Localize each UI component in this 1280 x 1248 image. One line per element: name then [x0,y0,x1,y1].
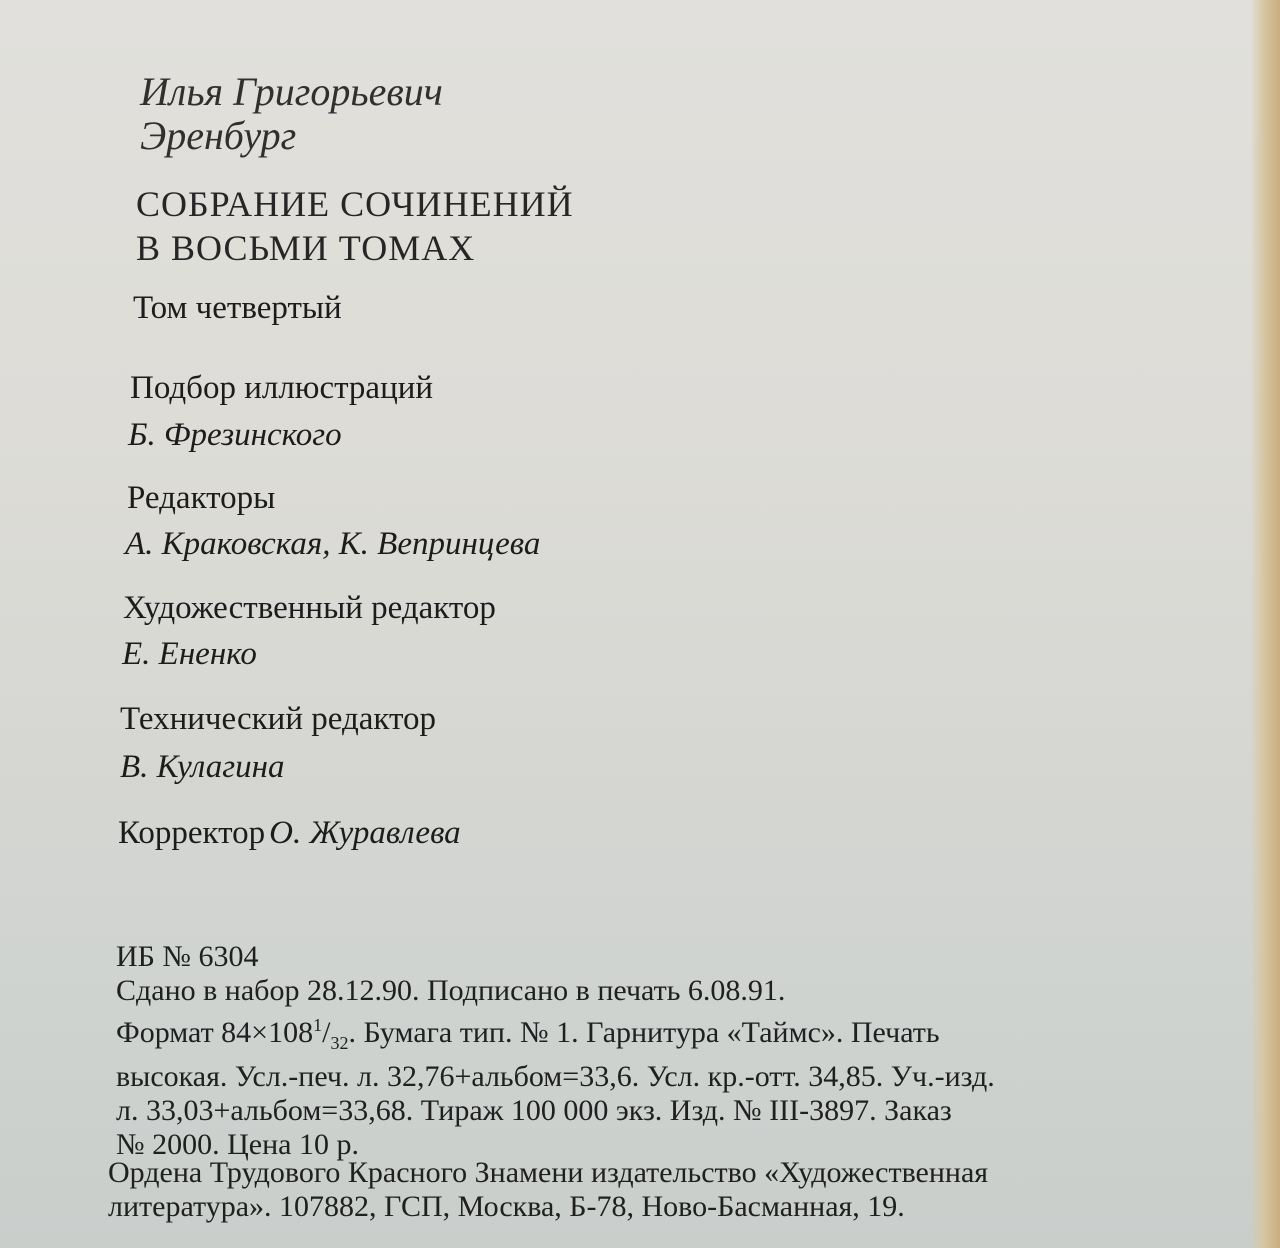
publisher-line2: литература». 107882, ГСП, Москва, Б-78, Ново-Басманная, 19. [108,1190,905,1223]
imprint-format: Формат $84\times 108^1/_{32}$. Бумага тип. № 1. Гарнитура «Таймс». Печать [116,1015,940,1053]
credit-names-art-editor: Е. Ененко [122,636,257,672]
credit-names-tech-editor: В. Кулагина [120,749,285,785]
credit-role-tech-editor: Технический редактор [120,701,436,737]
author-first-names: Илья Григорьевич [140,69,443,114]
format-suffix: . Бумага тип. № 1. Гарнитура «Таймс». Печать [348,1016,940,1049]
publisher-line1: Ордена Трудового Красного Знамени издательство «Художественная [108,1156,989,1189]
corrector-name: О. Журавлева [269,815,461,851]
publisher-info [108,1156,988,1224]
collection-title [136,182,574,270]
author-name [140,70,443,158]
page-edge-shadow [1250,0,1280,1248]
imprint-details [116,940,995,1162]
credit-role-illustrations: Подбор иллюстраций [130,370,434,406]
imprint-dates: Сдано в набор 28.12.90. Подписано в печать 6.08.91. [116,974,786,1007]
corrector-line [118,815,461,852]
collection-title-line2: В ВОСЬМИ ТОМАХ [136,228,476,268]
format-fraction-denominator: 32 [330,1033,349,1053]
imprint-print-details: высокая. Усл.-печ. л. 32,76+альбом=33,6. Усл. кр.-отт. 34,85. Уч.-изд. [116,1060,995,1093]
volume-label: Том четвертый [133,290,342,326]
collection-title-line1: СОБРАНИЕ СОЧИНЕНИЙ [136,184,574,224]
imprint-ib-number: ИБ № 6304 [116,940,259,973]
imprint-circulation: л. 33,03+альбом=33,68. Тираж 100 000 экз. Изд. № III-3897. Заказ [116,1094,952,1127]
format-prefix: Формат 84×108 [116,1016,314,1049]
credit-role-editors: Редакторы [127,480,276,516]
credit-names-illustrations: Б. Фрезинского [128,417,342,453]
credit-role-art-editor: Художественный редактор [123,590,496,626]
format-fraction-numerator: 1 [313,1015,323,1035]
imprint-order-price: № 2000. Цена 10 р. [116,1128,359,1161]
corrector-role: Корректор [118,815,266,851]
author-surname: Эренбург [140,113,297,158]
credit-names-editors: А. Краковская, К. Вепринцева [125,526,541,562]
